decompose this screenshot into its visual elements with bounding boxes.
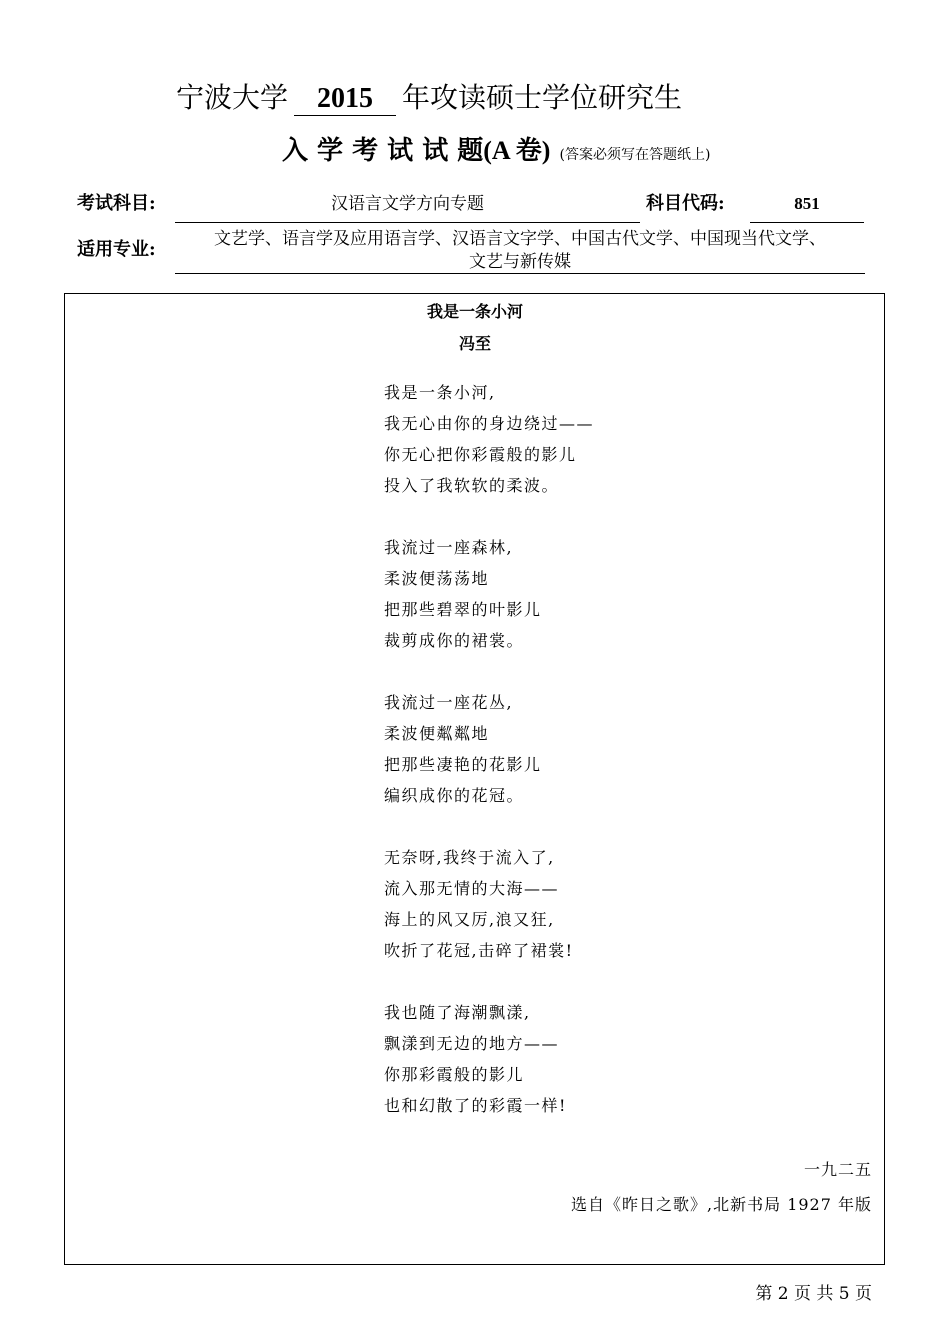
poem-stanza-2: [384, 532, 542, 656]
paper-version: (A 卷): [483, 136, 551, 165]
code-label: 科目代码:: [646, 193, 725, 214]
subtitle-text: 入 学 考 试 试 题: [282, 136, 484, 166]
poem-line: 我是一条小河,: [384, 383, 496, 402]
title-rest: 年攻读硕士学位研究生: [402, 81, 683, 114]
poem-line: 把那些碧翠的叶影儿: [384, 600, 542, 619]
poem-line: 也和幻散了的彩霞一样!: [384, 1096, 567, 1115]
poem-author: 冯至: [458, 334, 491, 353]
major-label: 适用专业:: [77, 239, 156, 260]
university-name: 宁波大学: [176, 81, 289, 114]
poem-line: 飘漾到无边的地方——: [384, 1034, 560, 1053]
poem-stanza-4: [384, 842, 574, 966]
major-line-1: 文艺学、语言学及应用语言学、汉语言文字学、中国古代文学、中国现当代文学、: [214, 229, 826, 249]
subject-label: 考试科目:: [77, 193, 156, 214]
poem-line: 我流过一座森林,: [384, 538, 514, 557]
poem-line: 投入了我软软的柔波。: [384, 476, 560, 495]
subject-value: 汉语言文学方向专题: [331, 194, 484, 214]
poem-line: 把那些凄艳的花影儿: [384, 755, 542, 774]
poem-source: 选自《昨日之歌》,北新书局 1927 年版: [571, 1195, 872, 1214]
exam-title: [176, 80, 682, 116]
code-underline: [750, 222, 864, 223]
exam-subtitle: [282, 134, 710, 172]
poem-line: 我流过一座花丛,: [384, 693, 514, 712]
poem-line: 海上的风又厉,浪又狂,: [384, 910, 555, 929]
poem-line: 我也随了海潮飘漾,: [384, 1003, 531, 1022]
poem-line: 吹折了花冠,击碎了裙裳!: [384, 941, 574, 960]
page-number: 第 2 页 共 5 页: [755, 1284, 872, 1304]
answer-note: (答案必须写在答题纸上): [559, 147, 711, 163]
code-value: 851: [794, 194, 820, 213]
poem-stanza-1: [384, 377, 594, 501]
poem-date: 一九二五: [803, 1160, 872, 1179]
exam-year: 2015: [294, 83, 396, 116]
poem-stanza-5: [384, 997, 567, 1121]
poem-line: 流入那无情的大海——: [384, 879, 560, 898]
major-line-2: 文艺与新传媒: [469, 252, 571, 272]
major-underline: [175, 273, 865, 274]
poem-line: 编织成你的花冠。: [384, 786, 525, 805]
poem-line: 无奈呀,我终于流入了,: [384, 848, 555, 867]
subject-underline: [175, 222, 640, 223]
poem-line: 裁剪成你的裙裳。: [384, 631, 525, 650]
poem-line: 柔波便荡荡地: [384, 569, 490, 588]
poem-line: 柔波便粼粼地: [384, 724, 490, 743]
poem-line: 你无心把你彩霞般的影儿: [384, 445, 577, 464]
poem-stanza-3: [384, 687, 542, 811]
poem-title: 我是一条小河: [426, 302, 523, 321]
poem-line: 我无心由你的身边绕过——: [384, 414, 595, 433]
poem-line: 你那彩霞般的影儿: [384, 1065, 525, 1084]
